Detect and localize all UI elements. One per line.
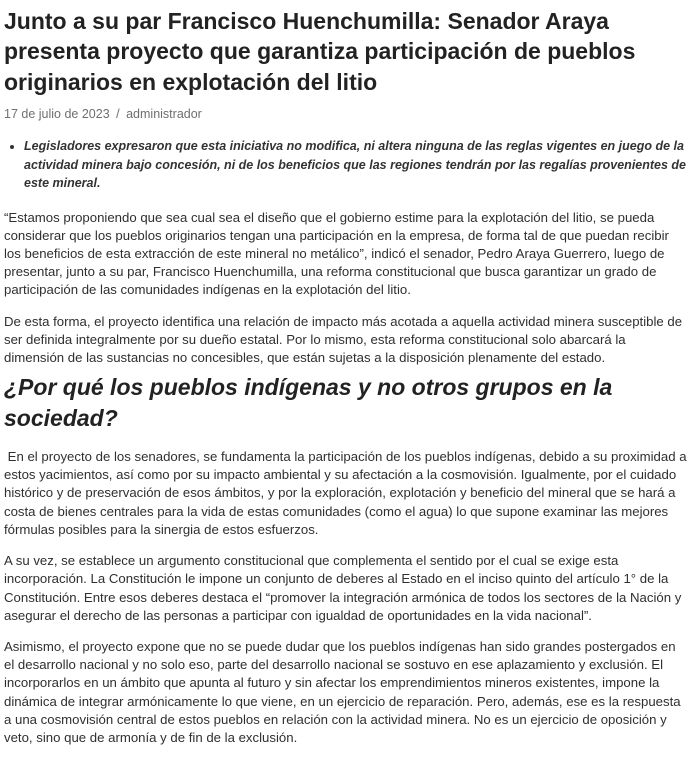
meta-separator: / (116, 107, 120, 122)
body-paragraph: En el proyecto de los senadores, se fundamenta la participación de los pueblos indígenas, debido a su proximidad a estos yacimientos, así como por su impacto ambiental y su afectación a la cosmovisión. Igualmente, por el cuidado histórico y de preservación de esos ámbitos, y por la exploración, explotación y beneficio del mineral que se hará a costa de bienes centrales para la vida de estas comunidades (como el agua) lo que supone examinar las mejores fórmulas posibles para la sinergia de estos esfuerzos. (4, 449, 691, 537)
body-paragraph: “Estamos proponiendo que sea cual sea el diseño que el gobierno estime para la explotación del litio, se pueda considerar que los pueblos originarios tengan una participación en la empresa, de forma tal de que puedan recibir los beneficios de esta extracción de este mineral no metálico”, indicó el senador, Pedro Araya Guerrero, luego de presentar, junto a su par, Francisco Huenchumilla, una reforma constitucional que busca garantizar un grado de participación de las comunidades indígenas en la explotación del litio. (4, 209, 669, 298)
summary-item: • Legisladores expresaron que esta iniciativa no modifica, ni altera ninguna de las reglas vigentes en juego de la actividad minera bajo concesión, ni de los beneficios que las regiones tendrán por las regalías provenientes de este mineral. (24, 137, 688, 193)
author-link[interactable]: administrador (126, 107, 202, 122)
publish-date[interactable]: 17 de julio de 2023 (4, 107, 110, 122)
body-paragraph: De esta forma, el proyecto identifica una relación de impacto más acotada a aquella actividad minera susceptible de ser definida integralmente por su dueño estatal. Por lo mismo, esta reforma constitucional solo abarcará la dimensión de las sustancias no concesibles, que están sujetas a la disposición plenamente del estado. (4, 313, 683, 366)
summary-list (4, 137, 688, 193)
body-paragraph: A su vez, se establece un argumento constitucional que complementa el sentido por el cual se exige esta incorporación. La Constitución le impone un conjunto de deberes al Estado en el inciso quinto del artículo 1° de la Constitución. Entre esos deberes destaca el “promover la integración armónica de todos los sectores de la Nación y asegurar el derecho de las personas a participar con igualdad de oportunidades en la vida nacional”. (4, 553, 682, 623)
section-heading: ¿Por qué los pueblos indígenas y no otros grupos en la sociedad? (4, 374, 613, 431)
article-title: Junto a su par Francisco Huenchumilla: Senador Araya presenta proyecto que garantiza participación de pueblos originarios en explotación del litio (4, 8, 636, 95)
article-meta (4, 107, 688, 121)
body-paragraph: Asimismo, el proyecto expone que no se puede dudar que los pueblos indígenas han sido grandes postergados en el desarrollo nacional y no solo eso, parte del desarrollo nacional se sostuvo en ese aplazamiento y exclusión. El incorporarlos en un ámbito que apunta al futuro y sin afectar los emprendimientos mineros existentes, impone la dinámica de integrar armónicamente lo que viene, en un ejercicio de reparación. Pero, además, ese es la respuesta a una cosmovisión central de estos pueblos en relación con la actividad minera. No es un ejercicio de oposición y veto, sino que de armonía y de fin de la exclusión. (4, 639, 681, 746)
